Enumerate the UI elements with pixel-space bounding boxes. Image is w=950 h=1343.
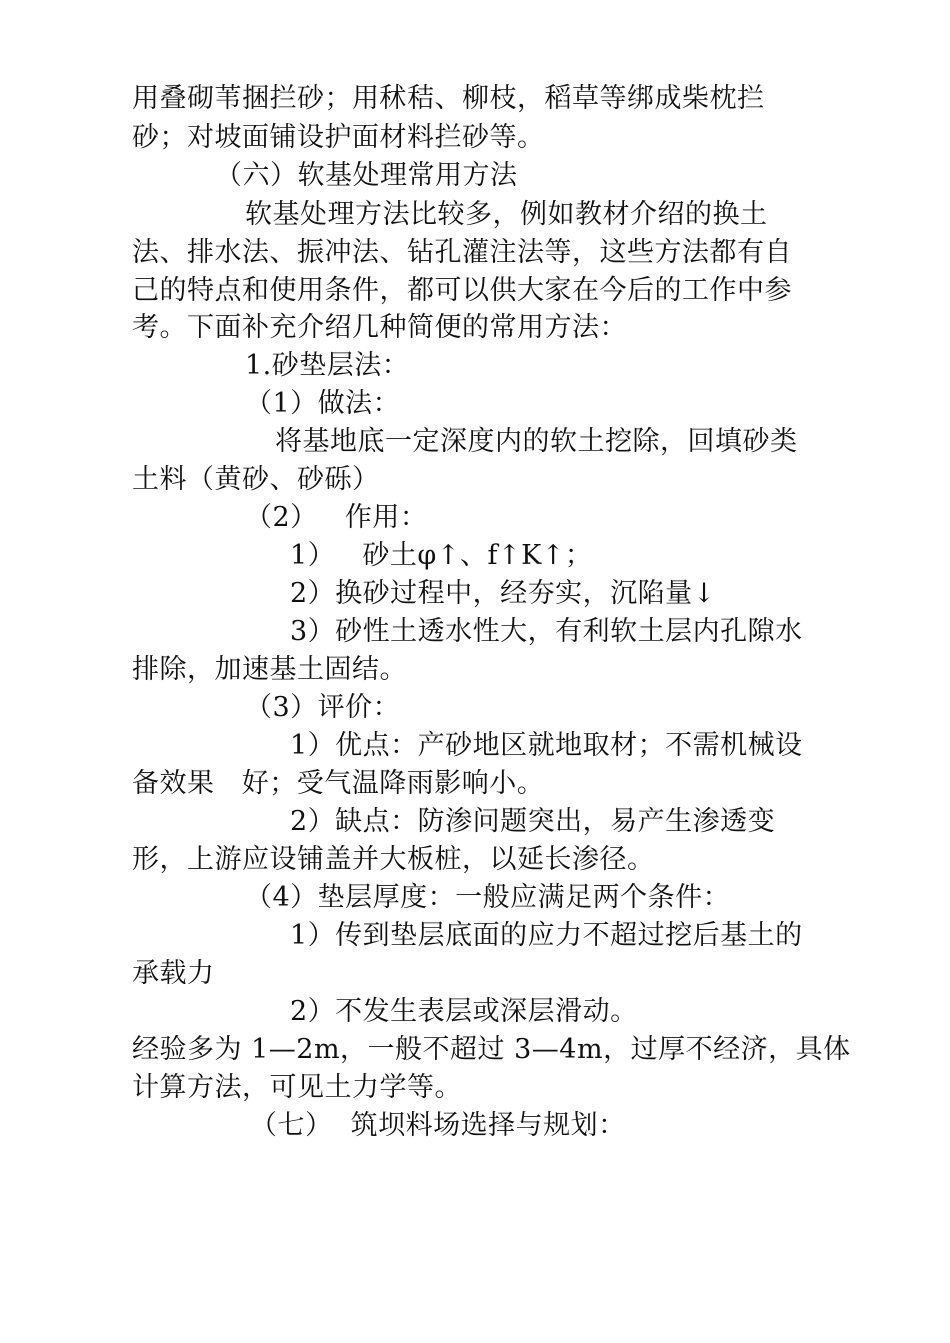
text-line-2: 砂；对坡面铺设护面材料拦砂等。	[132, 122, 545, 153]
subheading-function: （2） 作用：	[245, 502, 428, 533]
subheading-thickness: （4）垫层厚度：一般应满足两个条件：	[245, 882, 731, 913]
list-item-condition-1: 1）传到垫层底面的应力不超过挖后基土的	[290, 920, 803, 951]
text-line-5: 法、排水法、振冲法、钻孔灌注法等，这些方法都有自	[132, 237, 792, 268]
text-line-16: 排除，加速基土固结。	[132, 654, 407, 685]
text-line-10: 将基地底一定深度内的软土挖除，回填砂类	[275, 426, 798, 457]
subheading-evaluation: （3）评价：	[245, 692, 401, 723]
text-line-4: 软基处理方法比较多，例如教材介绍的换土	[245, 199, 768, 230]
section-heading-seven: （七） 筑坝料场选择与规划：	[250, 1110, 626, 1141]
text-line-27: 计算方法，可见土力学等。	[132, 1072, 462, 1103]
list-item-function-3: 3）砂性土透水性大，有利软土层内孔隙水	[290, 616, 803, 647]
list-item-function-1: 1） 砂土φ↑、f↑K↑；	[290, 540, 593, 571]
section-heading-six: （六）软基处理常用方法	[215, 160, 518, 191]
text-line-21: 形，上游应设铺盖并大板桩，以延长渗径。	[132, 844, 655, 875]
list-item-condition-2: 2）不发生表层或深层滑动。	[290, 996, 638, 1027]
list-item-advantage: 1）优点：产砂地区就地取材；不需机械设	[290, 730, 803, 761]
list-item-disadvantage: 2）缺点：防渗问题突出，易产生渗透变	[290, 806, 776, 837]
subheading-sand-cushion: 1.砂垫层法：	[245, 350, 410, 381]
subheading-method: （1）做法：	[245, 388, 401, 419]
text-line-6: 己的特点和使用条件，都可以供大家在今后的工作中参	[132, 275, 792, 306]
list-item-function-2: 2）换砂过程中，经夯实，沉陷量↓	[290, 578, 716, 609]
text-line-19: 备效果 好；受气温降雨影响小。	[132, 768, 545, 799]
text-line-1: 用叠砌苇捆拦砂；用秫秸、柳枝，稻草等绑成柴枕拦	[132, 83, 765, 114]
text-line-11: 土料（黄砂、砂砾）	[132, 464, 380, 495]
text-line-26: 经验多为 1—2m，一般不超过 3—4m，过厚不经济，具体	[132, 1034, 851, 1065]
text-line-7: 考。下面补充介绍几种简便的常用方法：	[132, 312, 627, 343]
text-line-24: 承载力	[132, 958, 215, 989]
